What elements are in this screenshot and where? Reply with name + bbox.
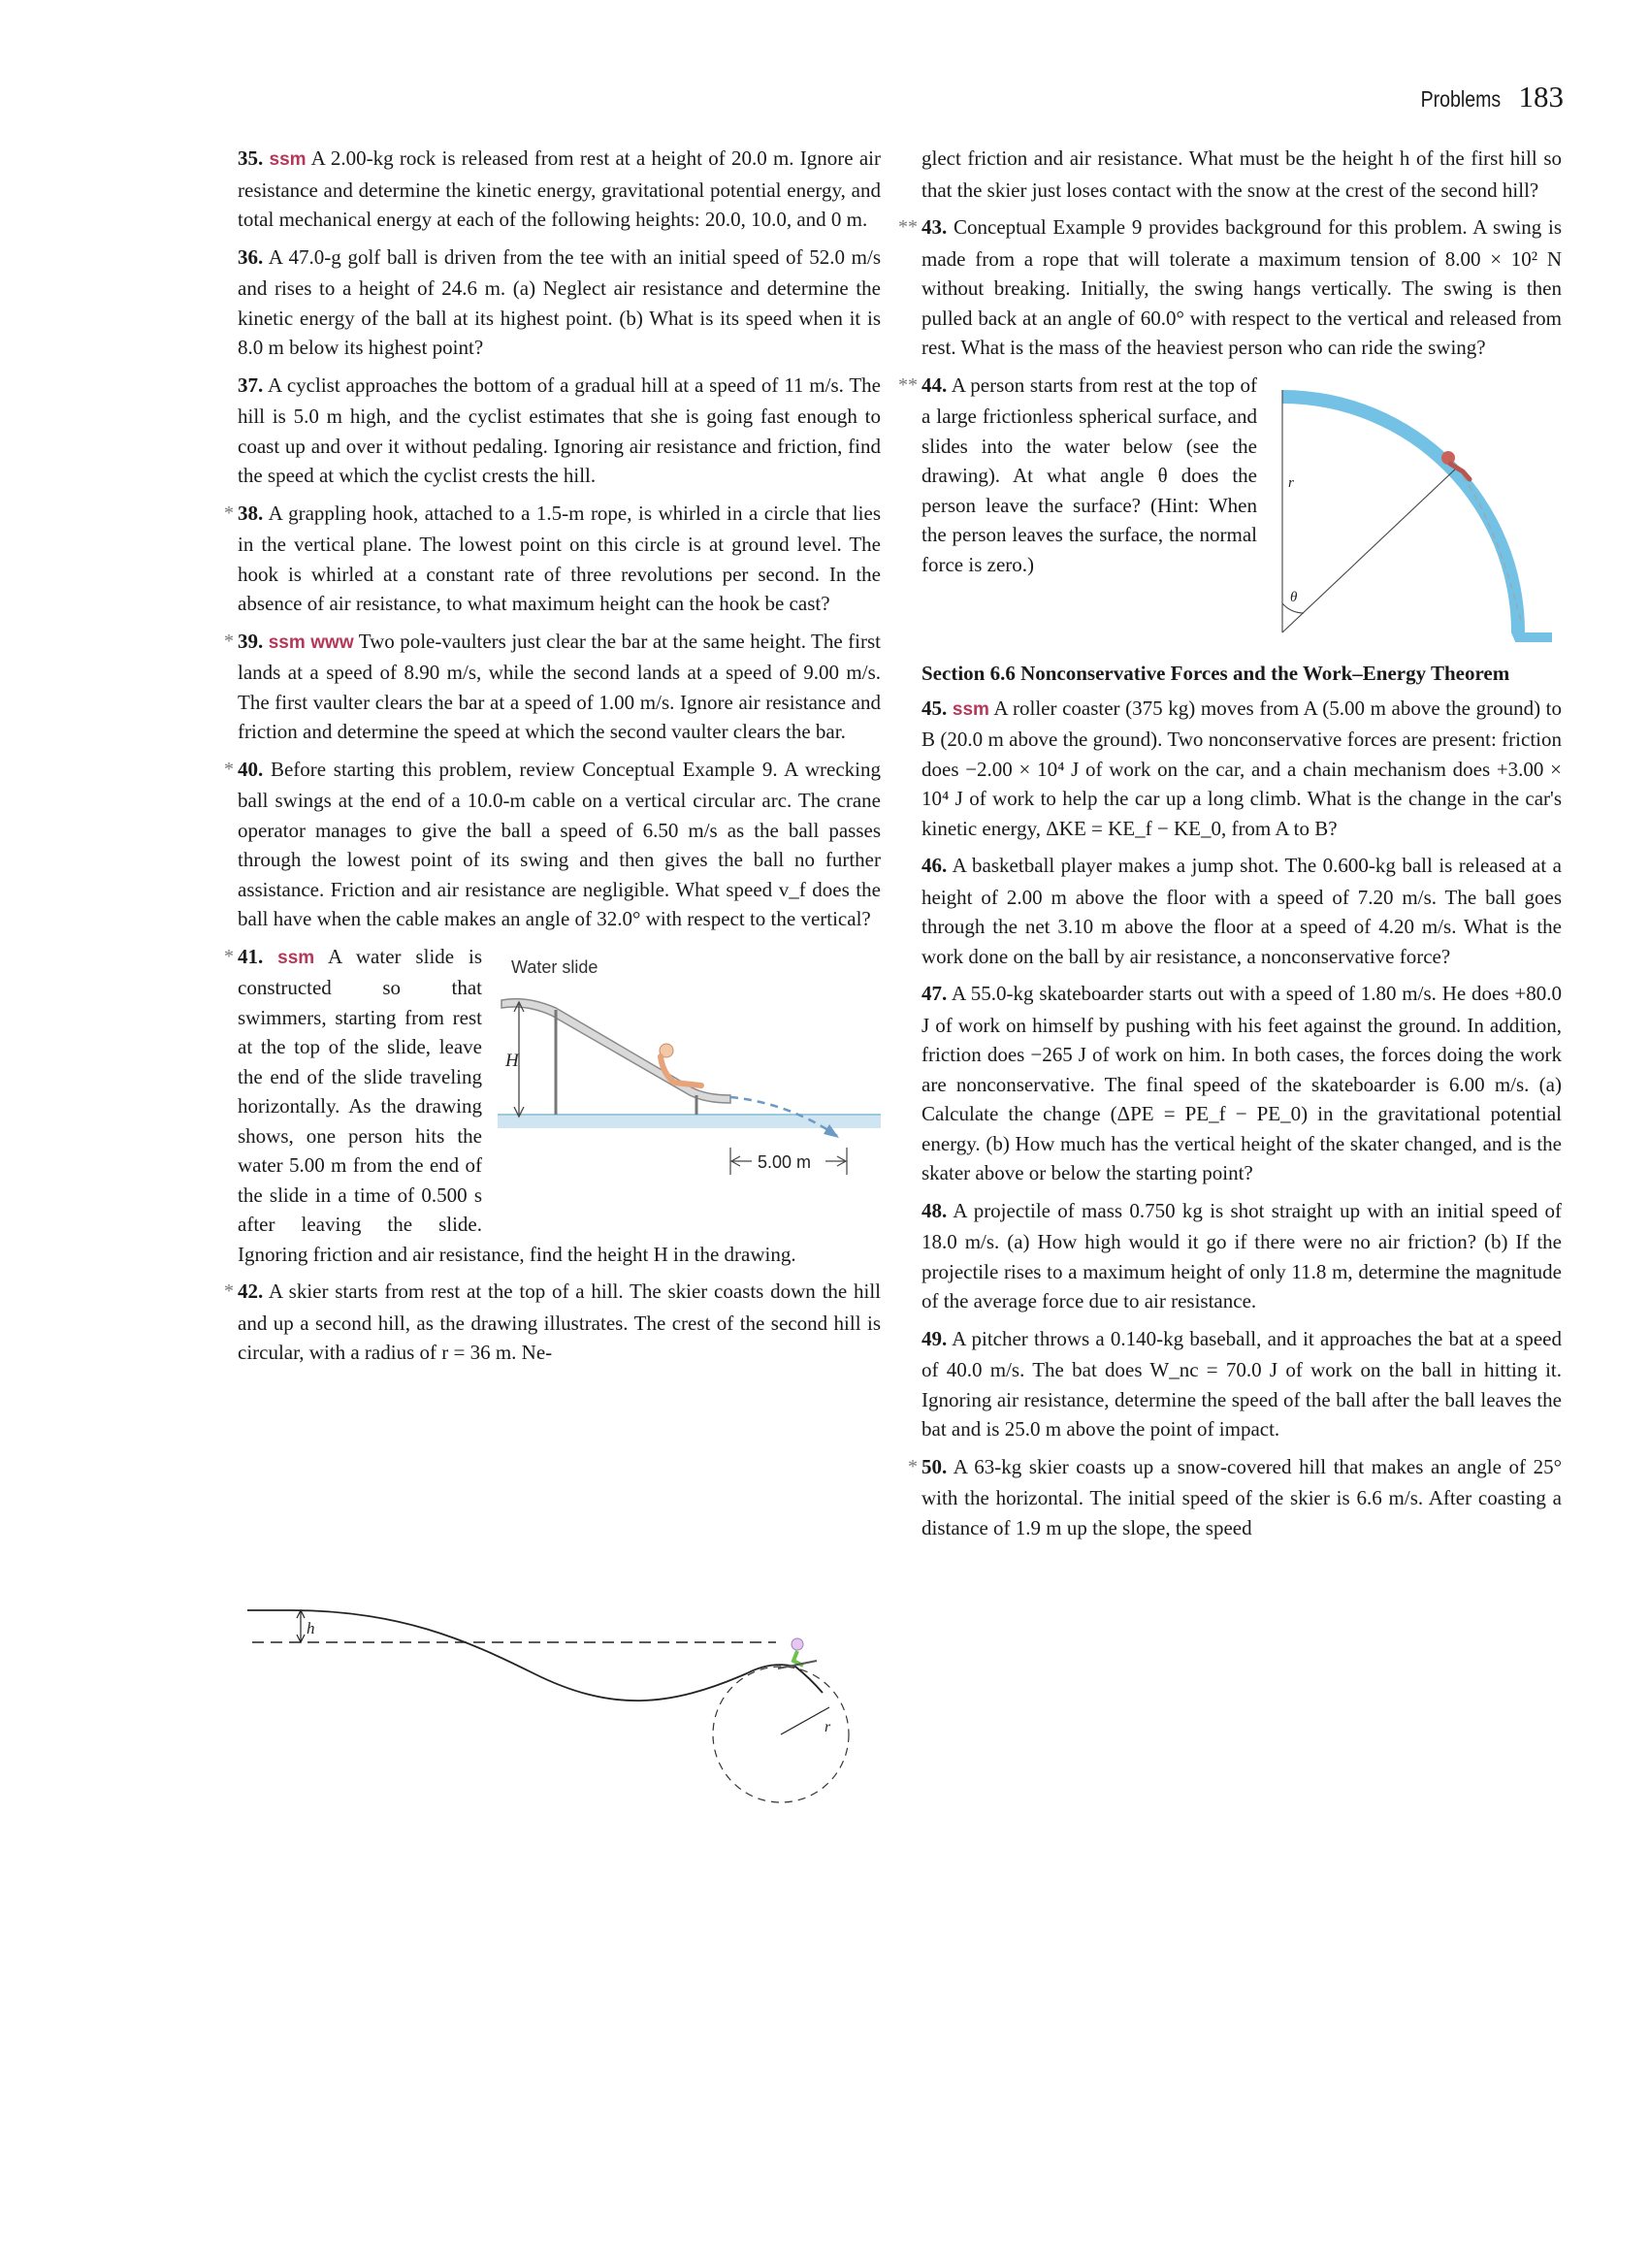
problem-text: A water slide is constructed so that swimmers, starting from rest at the top of the slide, leave the end of the slide traveling horizontally. As the drawing shows, one person hits the water 5.00 m from the end of the slide in a time of 0.500 s after leaving the slide. Ignoring friction and air resistance, find the height H in the drawing. <box>238 944 796 1266</box>
problem-number: 50. <box>922 1454 948 1478</box>
problem-41 <box>224 942 881 1270</box>
problem-46 <box>922 851 1562 971</box>
problem-text: A skier starts from rest at the top of a hill. The skier coasts down the hill and up a second hill, as the drawing illustrates. The crest of the second hill is circular, with a radius of r = 36 m. Ne- <box>238 1280 882 1364</box>
problem-text: glect friction and air resistance. What must be the height h of the first hill so that the skier just loses contact with the snow at the crest of the second hill? <box>922 146 1562 202</box>
problem-text: A 47.0-g golf ball is driven from the tee with an initial speed of 52.0 m/s and rises to a height of 24.6 m. (a) Neglect air resistance and determine the kinetic energy of the ball at its highest point. (b) What is its speed when it is 8.0 m below its highest point? <box>238 244 881 359</box>
left-column <box>224 144 882 1376</box>
problem-number: 38. <box>238 501 264 525</box>
problem-40 <box>224 755 882 934</box>
radius-line <box>781 1707 829 1734</box>
figure-title: Water slide <box>511 956 598 977</box>
right-column <box>898 144 1563 1550</box>
problem-text: A basketball player makes a jump shot. The 0.600-kg ball is released at a height of 2.00 m above the floor with a speed of 7.20 m/s. The ball goes through the net 3.10 m above the floor at a speed of 4.20 m/s. What is the work done on the ball by air resistance, a nonconservative force? <box>922 854 1563 968</box>
sphere-figure <box>1271 371 1562 642</box>
problem-number: 36. <box>238 244 264 269</box>
running-head: Problems <box>1420 86 1502 112</box>
problem-number: 35. <box>238 146 264 170</box>
problem-42 <box>224 1277 882 1368</box>
spherical-surface <box>1282 390 1552 642</box>
difficulty-stars: ** <box>898 216 918 238</box>
problem-text: A 2.00-kg rock is released from rest at a height of 20.0 m. Ignore air resistance and determine the kinetic energy, gravitational potential energy, and total mechanical energy at each of the following heights: 20.0, 10.0, and 0 m. <box>238 146 882 231</box>
radius-label: r <box>1288 474 1294 491</box>
problem-43 <box>898 212 1562 363</box>
ssm-badge: ssm <box>952 698 989 720</box>
sphere-diagram <box>1271 371 1562 642</box>
height-label: h <box>307 1619 315 1637</box>
problem-number: 39. <box>238 629 264 653</box>
angled-radius <box>1282 468 1457 632</box>
water-slide-figure <box>498 942 881 1228</box>
angle-label: θ <box>1290 589 1298 605</box>
problem-number: 44. <box>922 373 948 397</box>
hill-profile <box>247 1610 823 1701</box>
problem-number: 42. <box>238 1280 264 1303</box>
problem-47 <box>922 979 1562 1188</box>
problem-number: 49. <box>922 1326 948 1350</box>
problem-36 <box>238 243 881 363</box>
problem-text: A projectile of mass 0.750 kg is shot straight up with an initial speed of 18.0 m/s. (a) How high would it go if there were no air friction? (b) If the projectile rises to a maximum height of only 11.8 m, determine the magnitude of the average force due to air resistance. <box>922 1198 1562 1312</box>
ssm-badge: ssm <box>277 947 315 968</box>
problem-42-continued <box>922 144 1562 205</box>
problem-37 <box>238 371 881 491</box>
distance-label: 5.00 m <box>758 1151 812 1172</box>
problem-35 <box>238 144 881 235</box>
problem-number: 47. <box>922 982 948 1005</box>
radius-label: r <box>824 1719 831 1735</box>
ssm-badge: ssm <box>269 149 307 170</box>
ssm-badge: ssm www <box>268 632 354 653</box>
problem-text: A person starts from rest at the top of a large frictionless spherical surface, and slides into the water below (see the drawing). At what angle θ does the person leave the surface? (Hint: When the person leaves the surface, the normal force is zero.) <box>922 373 1257 576</box>
problem-text: Conceptual Example 9 provides background for this problem. A swing is made from a rope that will tolerate a maximum tension of 8.00 × 10² N without breaking. Initially, the swing hangs vertically. The swing is then pulled back at an angle of 60.0° with respect to the vertical and released from rest. What is the mass of the heaviest person who can ride the swing? <box>922 215 1562 359</box>
page-header <box>1406 80 1564 114</box>
difficulty-stars: * <box>908 1455 918 1477</box>
difficulty-stars: * <box>224 502 234 524</box>
problem-text: A 63-kg skier coasts up a snow-covered hill that makes an angle of 25° with the horizontal. The initial speed of the skier is 6.6 m/s. After coasting a distance of 1.9 m up the slope, the speed <box>922 1454 1562 1539</box>
water-slide-diagram <box>498 942 881 1223</box>
problem-number: 43. <box>922 215 948 239</box>
page-number: 183 <box>1518 80 1564 113</box>
problem-number: 40. <box>238 757 264 781</box>
skier-head <box>792 1638 803 1650</box>
problem-text: A roller coaster (375 kg) moves from A (5.00 m above the ground) to B (20.0 m above the ground). Two nonconservative forces are present: friction does −2.00 × 10⁴ J of work on the car, and a chain mechanism does +3.00 × 10⁴ J of work to help the car up a long climb. What is the change in the car's kinetic energy, ΔKE = KE_f − KE_0, from A to B? <box>922 696 1563 840</box>
problem-44 <box>898 371 1562 646</box>
problem-number: 46. <box>922 854 948 877</box>
section-heading: Section 6.6 Nonconservative Forces and the Work–Energy Theorem <box>922 661 1510 685</box>
problem-text: Two pole-vaulters just clear the bar at the same height. The first lands at a speed of 8.90 m/s, while the second lands at a speed of 9.00 m/s. The first vaulter clears the bar at a speed of 1.00 m/s. Ignore air resistance and friction and determine the speed at which the second vaulter clears the bar. <box>238 629 881 743</box>
problem-text: A 55.0-kg skateboarder starts out with a speed of 1.80 m/s. He does +80.0 J of work on himself by pushing with his feet against the ground. In addition, friction does −265 J of work on him. In both cases, the forces doing the work are nonconservative. The final speed of the skateboarder is 6.00 m/s. (a) Calculate the change (ΔPE = PE_f − PE_0) in the gravitational potential energy. (b) How much has the vertical height of the skater changed, and is the skater above or below the starting point? <box>922 982 1562 1184</box>
problem-38 <box>224 499 882 619</box>
problem-text: A pitcher throws a 0.140-kg baseball, and it approaches the bat at a speed of 40.0 m/s. The bat does W_nc = 70.0 J of work on the ball in hitting it. Ignoring air resistance, determine the speed of the ball after the ball leaves the bat and is 25.0 m above the point of impact. <box>922 1326 1562 1441</box>
problem-39 <box>224 627 881 747</box>
ski-hills-diagram <box>242 1571 883 1814</box>
problem-number: 45. <box>922 696 948 720</box>
problem-text: A cyclist approaches the bottom of a gradual hill at a speed of 11 m/s. The hill is 5.0 m high, and the cyclist estimates that she is going fast enough to coast up and over it without pedaling. Ignoring air resistance and friction, find the speed at which the cyclist crests the hill. <box>238 373 882 487</box>
problem-number: 48. <box>922 1198 948 1222</box>
problem-49 <box>922 1324 1562 1444</box>
height-label: H <box>505 1050 519 1071</box>
difficulty-stars: * <box>224 1280 234 1302</box>
problem-50 <box>908 1452 1562 1543</box>
difficulty-stars: ** <box>898 373 918 396</box>
difficulty-stars: * <box>224 945 234 967</box>
difficulty-stars: * <box>224 758 234 780</box>
problem-text: A grappling hook, attached to a 1.5-m rope, is whirled in a circle that lies in the vertical plane. The lowest point on this circle is at ground level. The hook is whirled at a constant rate of three revolutions per second. In the absence of air resistance, to what maximum height can the hook be cast? <box>238 501 882 615</box>
problem-text: Before starting this problem, review Conceptual Example 9. A wrecking ball swings at the end of a 10.0-m cable on a vertical circular arc. The crane operator manages to give the ball a speed of 6.50 m/s as the ball passes through the lowest point of its swing and then gives the ball no further assistance. Friction and air resistance are negligible. What speed v_f does the ball have when the cable makes an angle of 32.0° with respect to the vertical? <box>238 757 882 930</box>
problem-number: 37. <box>238 373 264 397</box>
problem-45 <box>922 694 1562 844</box>
problem-number: 41. <box>238 944 264 968</box>
problem-48 <box>922 1196 1562 1316</box>
difficulty-stars: * <box>224 630 234 652</box>
